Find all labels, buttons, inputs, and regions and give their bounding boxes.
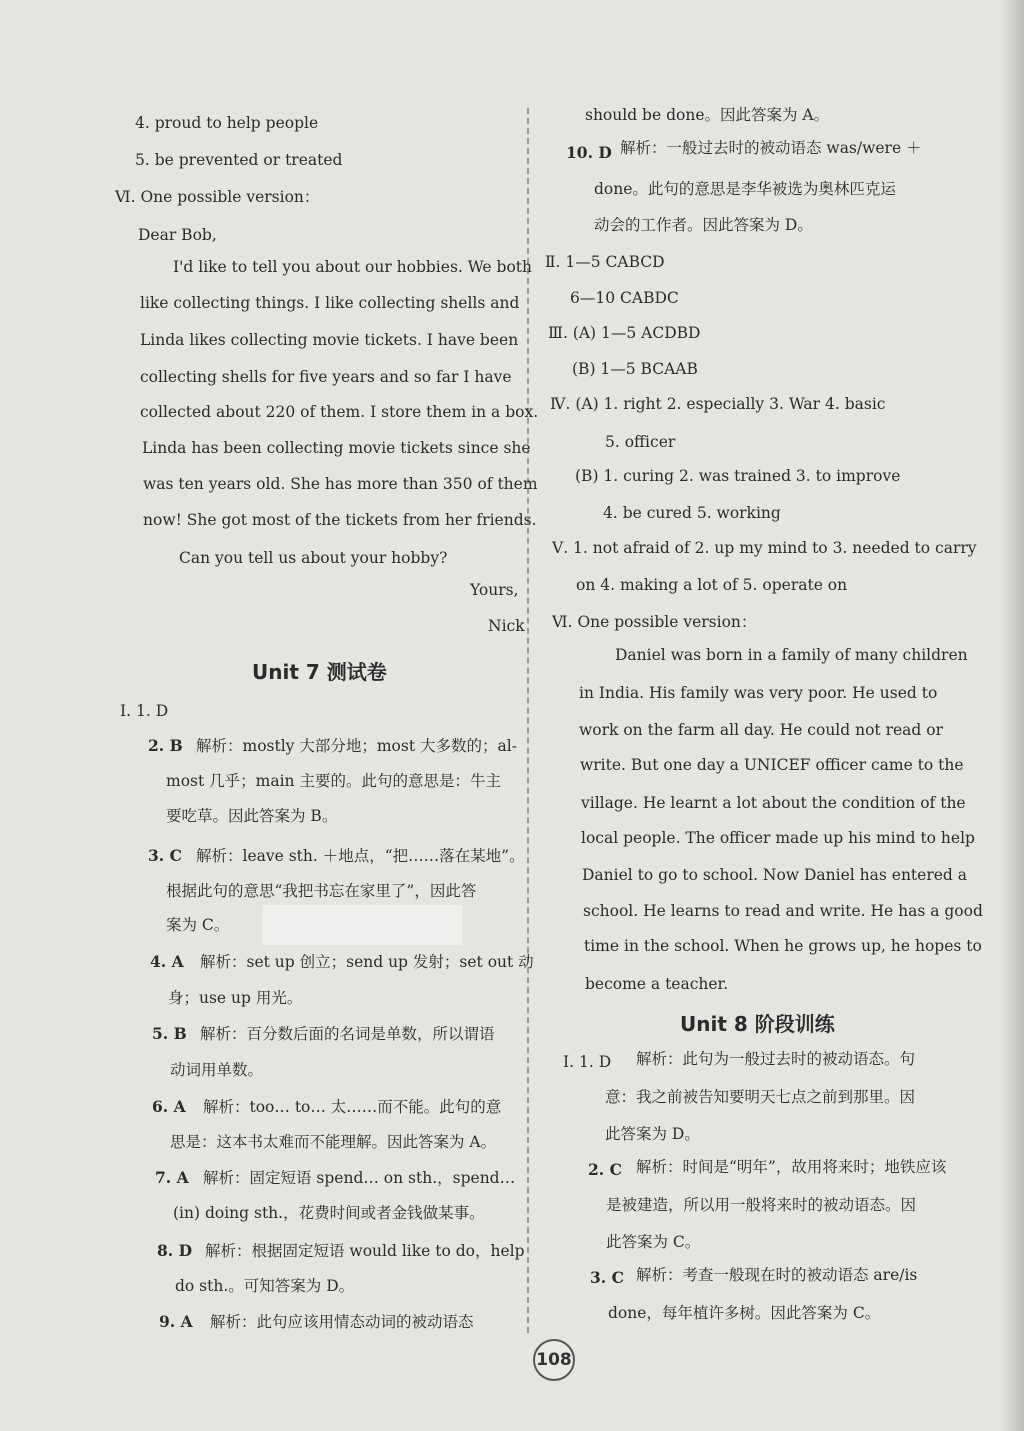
essay-line: work on the farm all day. He could not read or bbox=[579, 721, 943, 739]
explanation-line: 动词用单数。 bbox=[170, 1061, 264, 1079]
answer-line: Ⅴ. 1. not afraid of 2. up my mind to 3. needed to carry bbox=[552, 539, 977, 557]
answer-line: Ⅱ. 1—5 CABCD bbox=[545, 253, 665, 271]
explanation-line: 此答案为 D。 bbox=[605, 1125, 700, 1143]
explanation-line: 解析：mostly 大部分地；most 大多数的；al- bbox=[196, 737, 517, 755]
essay-line: Daniel was born in a family of many children bbox=[615, 646, 968, 664]
page-edge-shadow bbox=[1000, 0, 1024, 1431]
letter-line: now! She got most of the tickets from her friends. bbox=[143, 511, 537, 529]
explanation-line: do sth.。可知答案为 D。 bbox=[175, 1277, 355, 1295]
letter-greeting: Dear Bob, bbox=[138, 226, 217, 244]
explanation-line: (in) doing sth.，花费时间或者金钱做某事。 bbox=[173, 1204, 485, 1222]
column-divider bbox=[527, 108, 529, 1333]
unit8-title: Unit 8 阶段训练 bbox=[680, 1012, 835, 1036]
answer-line: 6—10 CABDC bbox=[570, 289, 679, 307]
letter-signature: Nick bbox=[488, 617, 525, 635]
letter-line: I'd like to tell you about our hobbies. We both bbox=[173, 258, 532, 276]
question-number: 8. D bbox=[157, 1241, 193, 1260]
letter-line: like collecting things. I like collecting shells and bbox=[140, 294, 520, 312]
explanation-line: 解析：固定短语 spend… on sth.，spend… bbox=[203, 1169, 516, 1187]
explanation-line: 意：我之前被告知要明天七点之前到那里。因 bbox=[605, 1088, 916, 1106]
question-number: 3. C bbox=[590, 1268, 624, 1287]
essay-line: become a teacher. bbox=[585, 975, 729, 993]
essay-line: Daniel to go to school. Now Daniel has entered a bbox=[582, 866, 968, 884]
essay-line: local people. The officer made up his mind to help bbox=[581, 829, 975, 847]
essay-line: village. He learnt a lot about the condition of the bbox=[581, 794, 966, 812]
explanation-line: 思是：这本书太难而不能理解。因此答案为 A。 bbox=[170, 1133, 497, 1151]
letter-line: was ten years old. She has more than 350 of them bbox=[143, 475, 538, 493]
question-number: 10. D bbox=[566, 143, 612, 162]
answer-line: Ⅲ. (A) 1—5 ACDBD bbox=[548, 324, 701, 342]
explanation-line: 根据此句的意思“我把书忘在家里了”，因此答 bbox=[166, 882, 477, 900]
answer-line: Ⅰ. 1. D bbox=[120, 702, 169, 720]
explanation-line: done。此句的意思是李华被选为奥林匹克运 bbox=[594, 180, 896, 198]
explanation-line: 案为 C。 bbox=[166, 916, 230, 934]
section-heading: Ⅵ. One possible version： bbox=[552, 613, 757, 631]
page-number: 108 bbox=[533, 1339, 575, 1381]
letter-line: Can you tell us about your hobby? bbox=[179, 549, 448, 567]
explanation-line: 解析：根据固定短语 would like to do，help bbox=[205, 1242, 525, 1260]
answer-line: 5. be prevented or treated bbox=[135, 151, 343, 169]
essay-line: time in the school. When he grows up, he hopes to bbox=[584, 937, 982, 955]
explanation-line: 要吃草。因此答案为 B。 bbox=[166, 807, 338, 825]
explanation-line: 解析：此句为一般过去时的被动语态。句 bbox=[636, 1050, 916, 1068]
scan-smudge bbox=[262, 905, 462, 945]
letter-line: collected about 220 of them. I store them in a box. bbox=[140, 403, 539, 421]
answer-line: Ⅳ. (A) 1. right 2. especially 3. War 4. basic bbox=[550, 395, 886, 413]
explanation-line: 解析：too… to… 太……而不能。此句的意 bbox=[203, 1098, 502, 1116]
explanation-line: should be done。因此答案为 A。 bbox=[585, 106, 830, 124]
answer-line: 4. be cured 5. working bbox=[603, 504, 781, 522]
answer-line: 4. proud to help people bbox=[135, 114, 319, 132]
answer-line: 5. officer bbox=[605, 433, 676, 451]
essay-line: in India. His family was very poor. He used to bbox=[579, 684, 938, 702]
explanation-line: 解析：时间是“明年”，故用将来时；地铁应该 bbox=[636, 1158, 947, 1176]
explanation-line: done，每年植许多树。因此答案为 C。 bbox=[608, 1304, 881, 1322]
question-number: 2. C bbox=[588, 1160, 622, 1179]
answer-line: Ⅰ. 1. D bbox=[563, 1053, 612, 1071]
explanation-line: most 几乎；main 主要的。此句的意思是：牛主 bbox=[166, 772, 501, 790]
letter-line: Linda likes collecting movie tickets. I have been bbox=[140, 331, 519, 349]
question-number: 2. B bbox=[148, 736, 183, 755]
letter-closing: Yours, bbox=[470, 581, 519, 599]
question-number: 7. A bbox=[155, 1168, 189, 1187]
question-number: 6. A bbox=[152, 1097, 186, 1116]
section-heading: Ⅵ. One possible version： bbox=[115, 188, 320, 206]
explanation-line: 此答案为 C。 bbox=[606, 1233, 701, 1251]
explanation-line: 动会的工作者。因此答案为 D。 bbox=[594, 216, 813, 234]
essay-line: write. But one day a UNICEF officer came to the bbox=[580, 756, 964, 774]
letter-line: Linda has been collecting movie tickets since she bbox=[142, 439, 531, 457]
explanation-line: 解析：leave sth. ＋地点，“把……落在某地”。 bbox=[196, 847, 525, 865]
answer-line: on 4. making a lot of 5. operate on bbox=[576, 576, 848, 594]
question-number: 3. C bbox=[148, 846, 182, 865]
explanation-line: 解析：百分数后面的名词是单数，所以谓语 bbox=[200, 1025, 495, 1043]
explanation-line: 身；use up 用光。 bbox=[168, 989, 303, 1007]
unit7-title: Unit 7 测试卷 bbox=[252, 660, 387, 684]
explanation-line: 解析：一般过去时的被动语态 was/were ＋ bbox=[620, 139, 922, 157]
answer-line: (B) 1—5 BCAAB bbox=[572, 360, 698, 378]
essay-line: school. He learns to read and write. He has a good bbox=[583, 902, 983, 920]
explanation-line: 是被建造，所以用一般将来时的被动语态。因 bbox=[606, 1196, 917, 1214]
question-number: 5. B bbox=[152, 1024, 187, 1043]
answer-line: (B) 1. curing 2. was trained 3. to improve bbox=[575, 467, 901, 485]
explanation-line: 解析：set up 创立；send up 发射；set out 动 bbox=[200, 953, 534, 971]
question-number: 9. A bbox=[159, 1312, 193, 1331]
question-number: 4. A bbox=[150, 952, 184, 971]
explanation-line: 解析：考查一般现在时的被动语态 are/is bbox=[636, 1266, 918, 1284]
explanation-line: 解析：此句应该用情态动词的被动语态 bbox=[210, 1313, 474, 1331]
letter-line: collecting shells for five years and so far I have bbox=[140, 368, 512, 386]
